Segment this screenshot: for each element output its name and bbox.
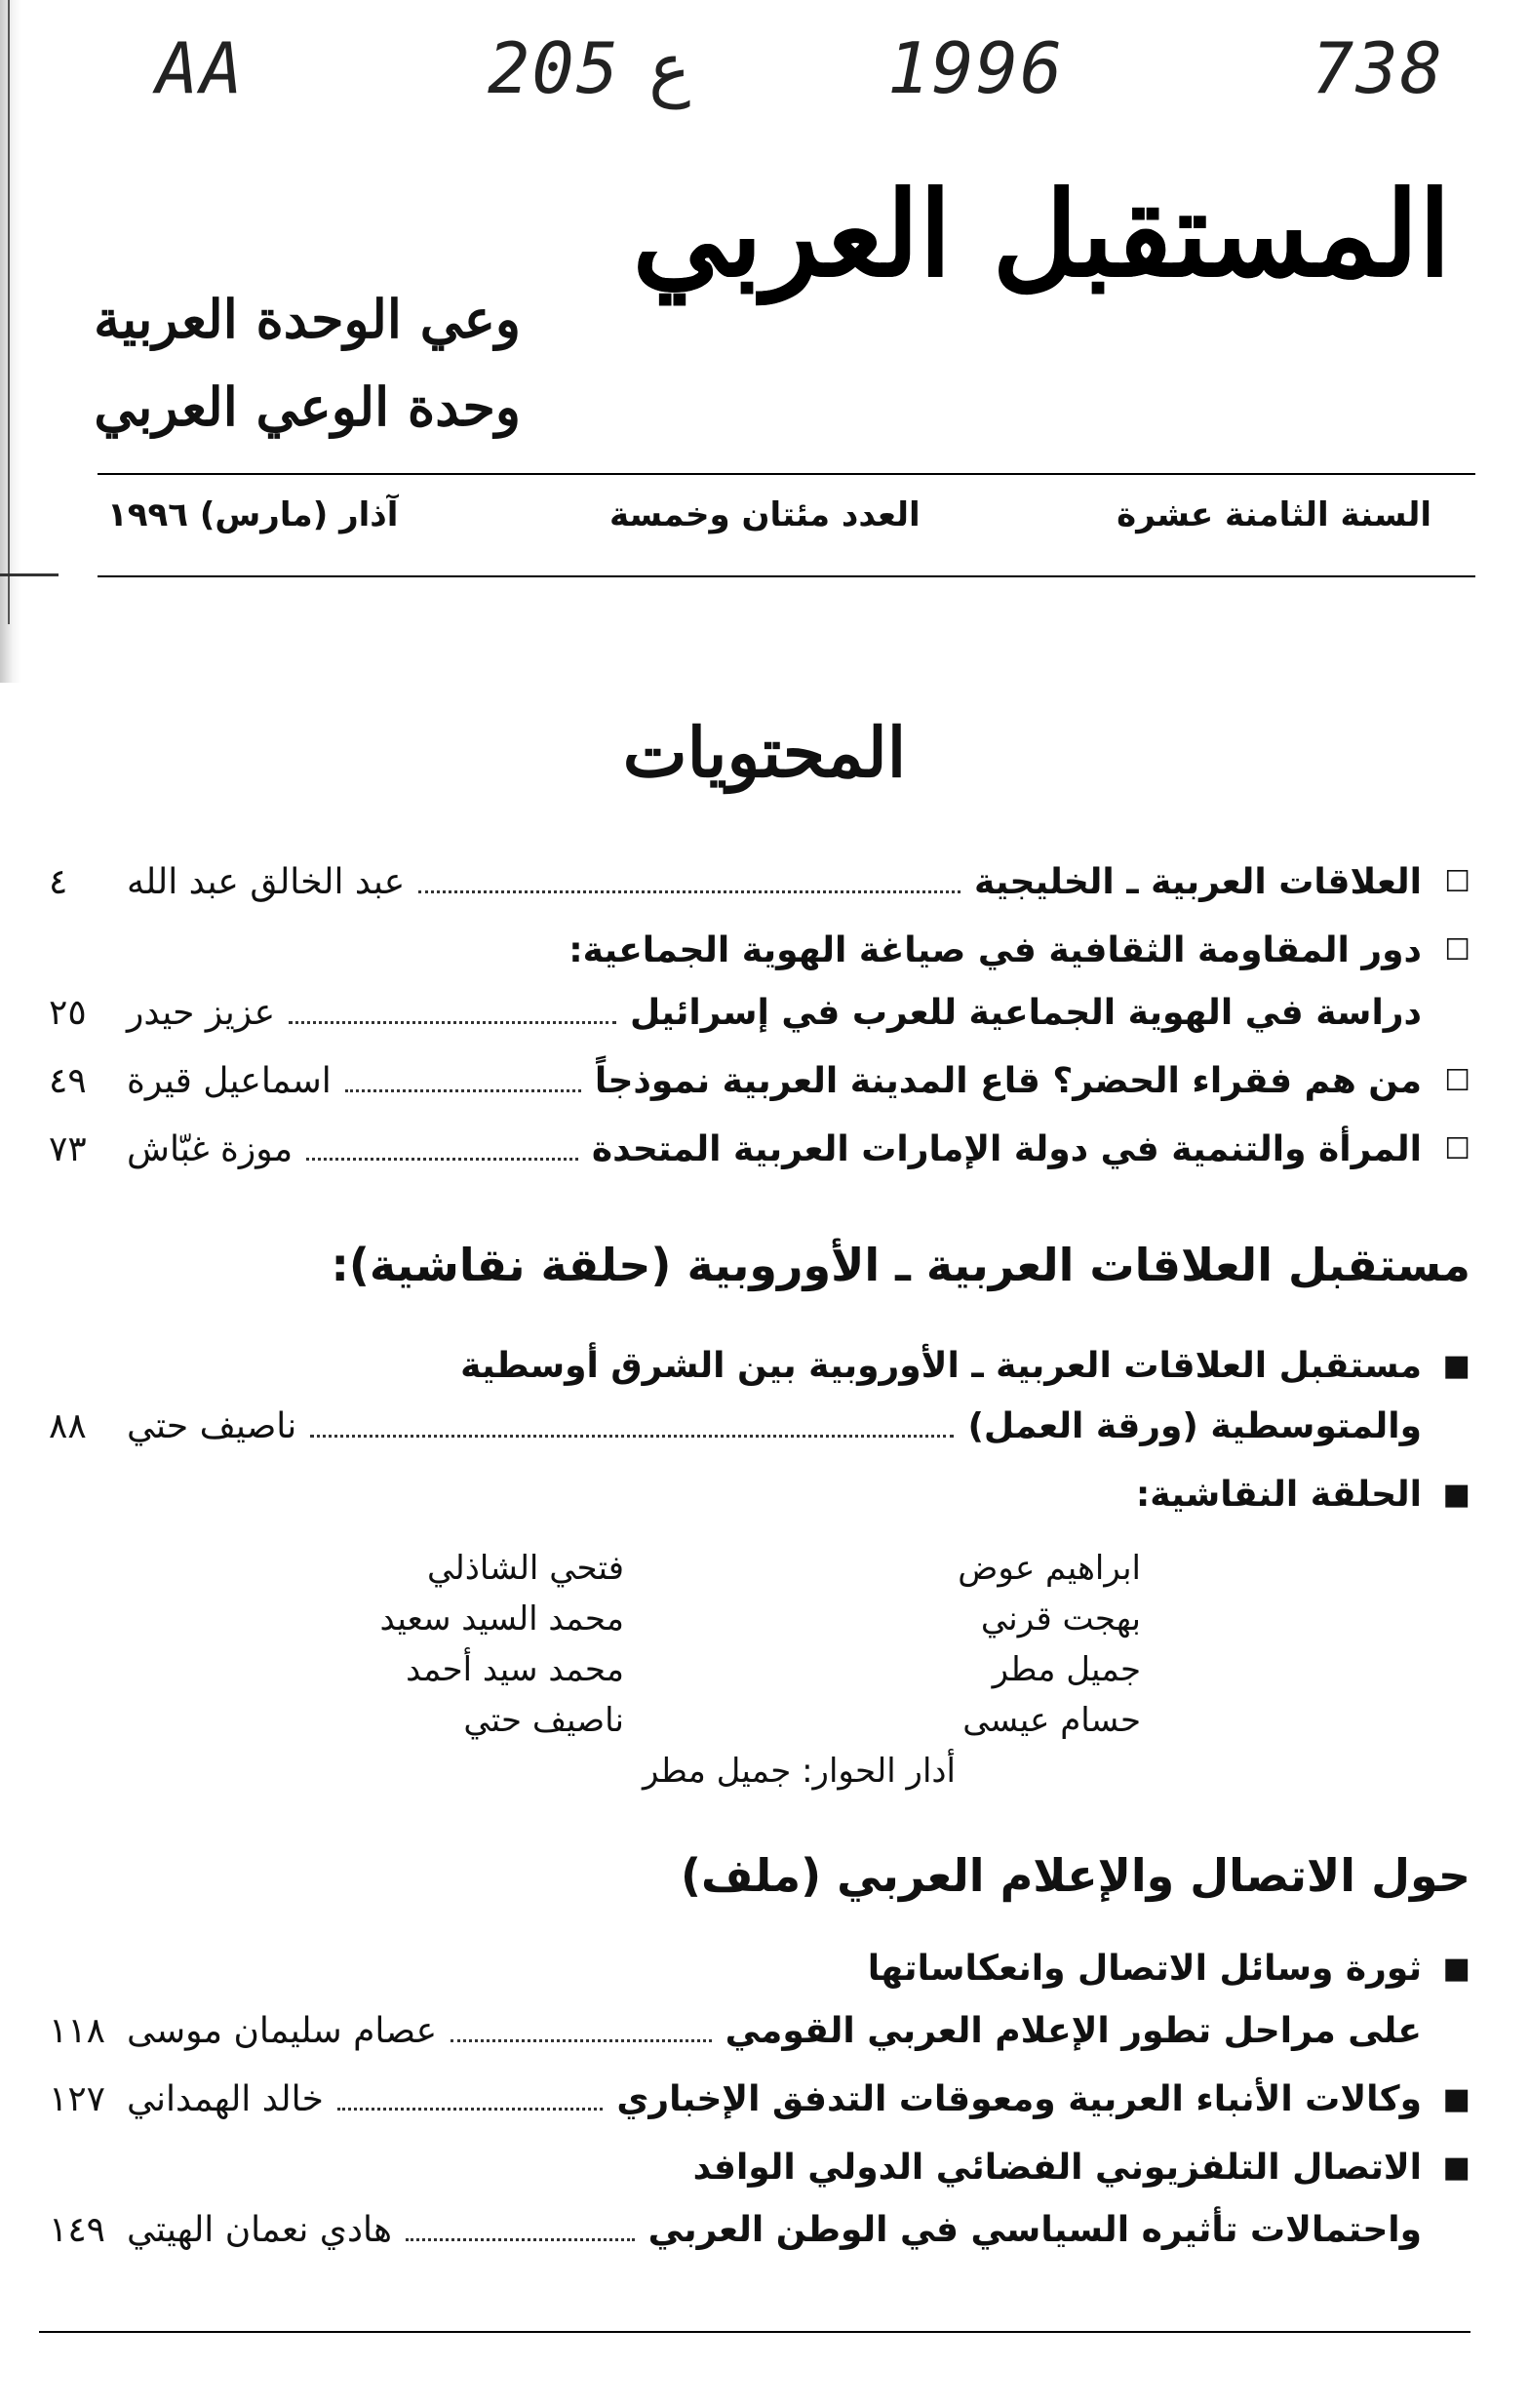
magazine-logo: المستقبل العربي (632, 166, 1451, 303)
toc-page: ١١٨ (49, 2010, 106, 2051)
toc-row[interactable] (39, 2001, 1470, 2060)
square-bullet-icon: ■ (1442, 1951, 1470, 1986)
handwritten-number: 738 (1312, 27, 1445, 109)
section-heading-media: حول الاتصال والإعلام العربي (ملف) (681, 1849, 1470, 1902)
toc-title: واحتمالات تأثيره السياسي في الوطن العربي (647, 2209, 1422, 2250)
toc-title: المرأة والتنمية في دولة الإمارات العربية المتحدة (591, 1128, 1422, 1169)
issue-rule (98, 575, 1475, 577)
toc-page: ٧٣ (49, 1128, 87, 1169)
participant: جميل مطر (992, 1650, 1141, 1689)
year-line: السنة الثامنة عشرة (1117, 495, 1431, 534)
toc-title: ثورة وسائل الاتصال وانعكاساتها (867, 1948, 1422, 1989)
toc-row[interactable] (39, 2200, 1470, 2259)
scan-mark (0, 573, 59, 576)
square-bullet-icon: ■ (1442, 1477, 1470, 1512)
checkbox-icon: ☐ (1444, 1131, 1470, 1166)
top-rule (98, 473, 1475, 475)
handwritten-year: 1996 (887, 27, 1065, 109)
square-bullet-icon: ■ (1442, 2081, 1470, 2116)
toc-title: الحلقة النقاشية: (1135, 1474, 1422, 1515)
toc-author: عزيز حيدر (127, 992, 276, 1033)
leader-dots (345, 1089, 581, 1092)
toc-row[interactable] (39, 852, 1470, 911)
participant: ناصيف حتي (463, 1701, 624, 1740)
toc-title: مستقبل العلاقات العربية ـ الأوروبية بين الشرق أوسطية (460, 1345, 1422, 1386)
handwritten-letter: ع (648, 27, 691, 109)
toc-title: والمتوسطية (ورقة العمل) (967, 1405, 1422, 1446)
square-bullet-icon: ■ (1442, 1348, 1470, 1383)
leader-dots (451, 2039, 712, 2042)
square-bullet-icon: ■ (1442, 2150, 1470, 2185)
slogan-line-2: وحدة الوعي العربي (94, 375, 521, 438)
toc-title: من هم فقراء الحضر؟ قاع المدينة العربية نموذجاً (594, 1060, 1422, 1101)
toc-author: عبد الخالق عبد الله (127, 861, 406, 902)
scan-binding-line (8, 0, 10, 624)
bottom-rule (39, 2331, 1470, 2333)
toc-title: دراسة في الهوية الجماعية للعرب في إسرائيل (629, 992, 1422, 1033)
toc-row[interactable] (39, 983, 1470, 1042)
toc-row[interactable] (39, 1051, 1470, 1110)
toc-author: خالد الهمداني (127, 2078, 324, 2119)
toc-row[interactable] (39, 2138, 1470, 2196)
leader-dots (418, 890, 961, 893)
handwritten-code: AA (156, 27, 245, 109)
checkbox-icon: ☐ (1444, 864, 1470, 899)
toc-page: ١٢٧ (49, 2078, 106, 2119)
toc-author: هادي نعمان الهيتي (127, 2209, 392, 2250)
participant: محمد السيد سعيد (379, 1599, 624, 1638)
toc-author: ناصيف حتي (127, 1405, 297, 1446)
participant: ابراهيم عوض (958, 1549, 1141, 1588)
leader-dots (406, 2238, 635, 2241)
participant: حسام عيسى (962, 1701, 1141, 1740)
toc-title: دور المقاومة الثقافية في صياغة الهوية الجماعية: (568, 929, 1422, 970)
issue-line: العدد مئتان وخمسة (609, 495, 921, 534)
toc-title: وكالات الأنباء العربية ومعوقات التدفق الإخباري (616, 2078, 1422, 2119)
checkbox-icon: ☐ (1444, 932, 1470, 967)
handwritten-issue-no: 205 (488, 27, 621, 109)
checkbox-icon: ☐ (1444, 1063, 1470, 1098)
toc-page: ٤ (49, 861, 68, 902)
leader-dots (306, 1158, 578, 1161)
toc-row[interactable] (39, 1939, 1470, 1997)
slogan-line-1: وعي الوحدة العربية (94, 288, 521, 350)
toc-page: ٢٥ (49, 992, 87, 1033)
moderator-line: أدار الحوار: جميل مطر (642, 1752, 956, 1791)
section-heading-euro-arab: مستقبل العلاقات العربية ـ الأوروبية (حلقة نقاشية): (331, 1239, 1470, 1291)
date-line: آذار (مارس) ١٩٩٦ (107, 495, 399, 534)
leader-dots (337, 2108, 604, 2111)
toc-author: موزة غبّاش (127, 1128, 294, 1169)
toc-title: العلاقات العربية ـ الخليجية (974, 861, 1422, 902)
toc-row[interactable] (39, 1397, 1470, 1455)
participant: فتحي الشاذلي (427, 1549, 624, 1588)
toc-author: اسماعيل قيرة (127, 1060, 332, 1101)
participant: بهجت قرني (980, 1599, 1141, 1638)
participant: محمد سيد أحمد (406, 1650, 624, 1689)
toc-row[interactable] (39, 2070, 1470, 2128)
toc-author: عصام سليمان موسى (127, 2010, 438, 2051)
toc-page: ١٤٩ (49, 2209, 106, 2250)
toc-row[interactable] (39, 921, 1470, 979)
leader-dots (289, 1021, 616, 1024)
toc-row[interactable] (39, 1120, 1470, 1178)
toc-title: الاتصال التلفزيوني الفضائي الدولي الوافد (692, 2147, 1422, 2188)
toc-page: ٤٩ (49, 1060, 87, 1101)
toc-row[interactable] (39, 1336, 1470, 1395)
contents-title: المحتويات (622, 712, 907, 793)
leader-dots (310, 1435, 954, 1438)
toc-title: على مراحل تطور الإعلام العربي القومي (725, 2010, 1422, 2051)
toc-page: ٨٨ (49, 1405, 87, 1446)
toc-row[interactable] (39, 1465, 1470, 1523)
